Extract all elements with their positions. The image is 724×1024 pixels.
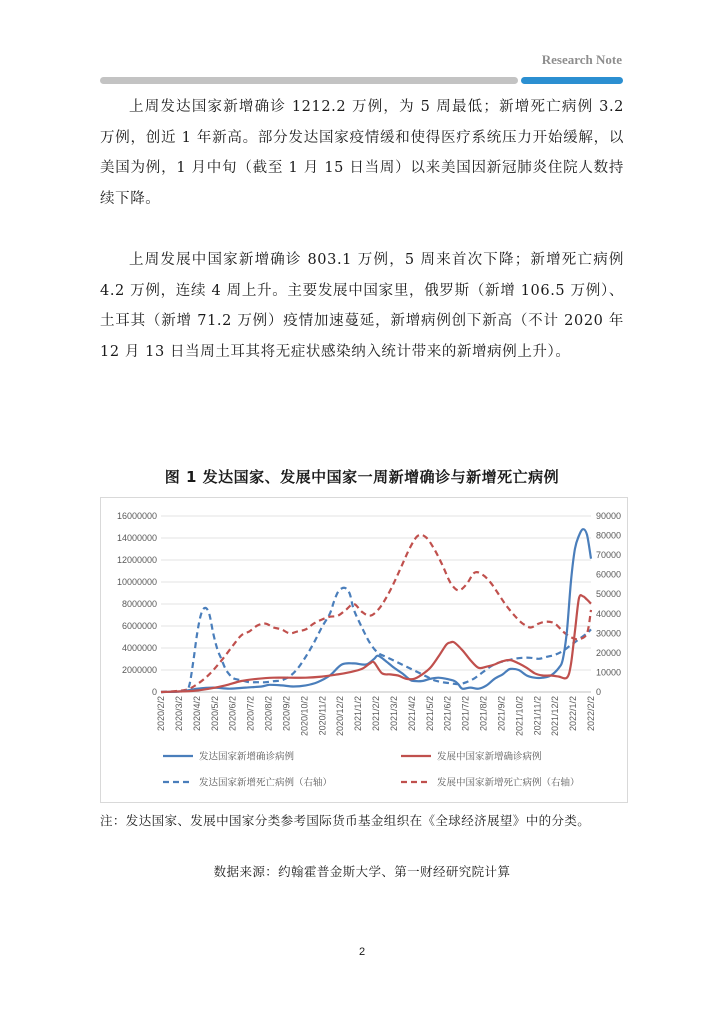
y-right-tick-label: 70000 xyxy=(596,550,622,561)
y-right-tick-label: 40000 xyxy=(596,608,622,619)
x-tick-label: 2021/9/2 xyxy=(496,696,507,732)
y-right-tick-label: 60000 xyxy=(596,569,622,580)
y-right-tick-label: 0 xyxy=(596,687,602,697)
figure-title: 图 1 发达国家、发展中国家一周新增确诊与新增死亡病例 xyxy=(164,468,560,486)
y-left-tick-label: 10000000 xyxy=(116,577,157,587)
header-rule-gray xyxy=(100,77,518,84)
y-right-tick-label: 90000 xyxy=(596,511,622,521)
x-tick-label: 2020/12/2 xyxy=(335,696,346,737)
x-tick-label: 2020/5/2 xyxy=(209,696,220,732)
x-tick-label: 2021/11/2 xyxy=(532,696,543,736)
x-tick-label: 2021/5/2 xyxy=(424,696,435,732)
y-left-tick-label: 14000000 xyxy=(116,533,157,543)
x-tick-label: 2021/10/2 xyxy=(514,696,525,737)
y-left-tick-label: 4000000 xyxy=(121,643,157,653)
x-tick-label: 2021/8/2 xyxy=(478,696,489,732)
header-label: Research Note xyxy=(541,52,622,67)
x-tick-label: 2021/7/2 xyxy=(460,696,471,732)
paragraph-1: 上周发达国家新增确诊 1212.2 万例，为 5 周最低；新增死亡病例 3.2 万例，创近 1 年新高。部分发达国家疫情缓和使得医疗系统压力开始缓解，以美国为例，1 月中旬（截至 1 月 15 日当周）以来美国因新冠肺炎住院人数持续下降。 xyxy=(100,99,624,207)
legend-label: 发展中国家新增确诊病例 xyxy=(437,751,542,763)
y-left-tick-label: 8000000 xyxy=(121,599,157,609)
x-tick-label: 2021/6/2 xyxy=(442,696,453,732)
x-tick-label: 2021/2/2 xyxy=(371,696,381,732)
y-right-tick-label: 20000 xyxy=(596,647,622,658)
x-tick-label: 2020/8/2 xyxy=(263,696,274,732)
x-tick-label: 2020/9/2 xyxy=(281,696,292,732)
x-tick-label: 2021/3/2 xyxy=(388,696,399,732)
y-left-tick-label: 16000000 xyxy=(116,511,157,521)
x-tick-label: 2020/11/2 xyxy=(317,696,328,736)
y-left-tick-label: 2000000 xyxy=(121,665,157,675)
series-line-2 xyxy=(161,595,591,692)
x-tick-label: 2020/4/2 xyxy=(191,696,202,732)
x-tick-label: 2022/2/2 xyxy=(586,696,596,732)
x-tick-label: 2020/6/2 xyxy=(227,696,238,732)
paragraph-2: 上周发展中国家新增确诊 803.1 万例，5 周来首次下降；新增死亡病例 4.2 万例，连续 4 周上升。主要发展中国家里，俄罗斯（新增 106.5 万例）、土耳其（新增 71.2 万例）疫情加速蔓延，新增病例创下新高（不计 2020 年 12 月 13 日当周土耳其将无症状感染纳入统计带来的新增病例上升）。 xyxy=(100,252,624,360)
x-tick-label: 2021/4/2 xyxy=(406,696,417,732)
y-right-tick-label: 10000 xyxy=(596,667,622,678)
y-left-tick-label: 12000000 xyxy=(116,555,157,565)
figure-note: 注：发达国家、发展中国家分类参考国际货币基金组织在《全球经济展望》中的分类。 xyxy=(100,813,591,828)
legend-label: 发达国家新增确诊病例 xyxy=(199,751,295,763)
y-right-tick-label: 80000 xyxy=(596,530,622,541)
page-number: 2 xyxy=(358,946,366,958)
x-tick-label: 2020/7/2 xyxy=(245,696,256,732)
y-left-tick-label: 6000000 xyxy=(121,621,157,631)
x-tick-label: 2020/3/2 xyxy=(173,696,184,732)
x-tick-label: 2022/1/2 xyxy=(568,696,579,732)
x-tick-label: 2021/12/2 xyxy=(550,696,561,737)
x-tick-label: 2020/10/2 xyxy=(299,696,310,737)
header-rule-blue xyxy=(521,77,623,84)
figure-source: 数据来源：约翰霍普金斯大学、第一财经研究院计算 xyxy=(213,864,511,879)
y-left-tick-label: 0 xyxy=(151,687,157,697)
chart-frame xyxy=(100,497,628,803)
legend-label: 发展中国家新增死亡病例（右轴） xyxy=(437,777,580,789)
x-tick-label: 2021/1/2 xyxy=(353,696,364,732)
x-tick-label: 2020/2/2 xyxy=(156,696,166,732)
chart xyxy=(101,498,627,802)
y-right-tick-label: 50000 xyxy=(596,589,622,600)
legend-label: 发达国家新增死亡病例（右轴） xyxy=(199,777,333,789)
y-right-tick-label: 30000 xyxy=(596,628,622,639)
